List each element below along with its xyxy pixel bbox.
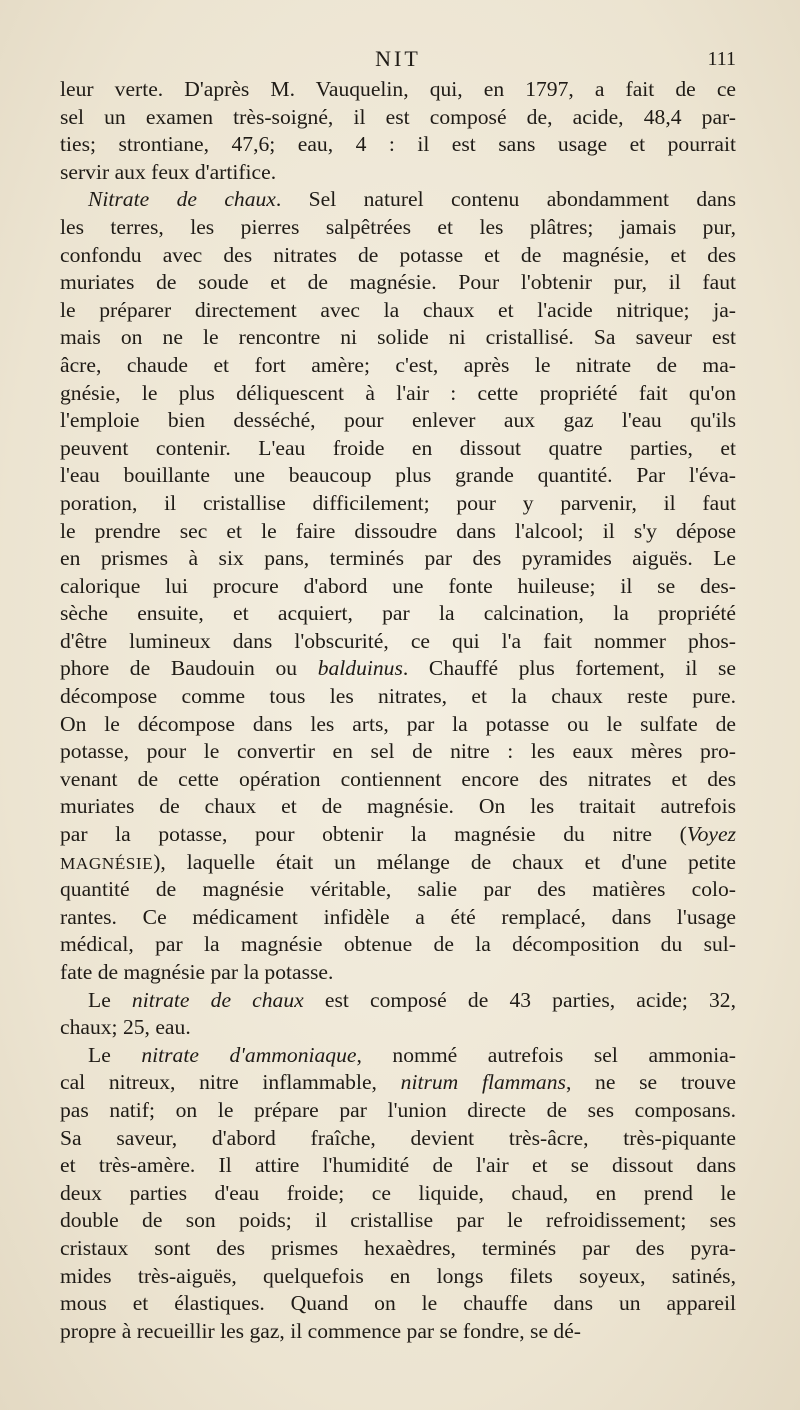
- body-text: [60, 76, 736, 1345]
- text-line: le prendre sec et le faire dissoudre dans l'alcool; il s'y dépose: [60, 518, 736, 543]
- text-line: cal nitreux, nitre inflammable, nitrum flammans, ne se trouve: [60, 1070, 736, 1095]
- paragraph-p2: [60, 186, 736, 986]
- text-line: l'emploie bien desséché, pour enlever aux gaz l'eau qu'ils: [60, 408, 736, 433]
- text-line: leur verte. D'après M. Vauquelin, qui, en 1797, a fait de ce: [60, 77, 736, 101]
- text-line: sel un examen très-soigné, il est composé de, acide, 48,4 par-: [60, 104, 736, 129]
- text-line: fate de magnésie par la potasse.: [60, 960, 334, 984]
- text-line: l'eau bouillante une beaucoup plus grande quantité. Par l'éva-: [60, 463, 736, 488]
- text-line: Nitrate de chaux. Sel naturel contenu abondamment dans: [88, 187, 736, 212]
- paragraph-p4: [60, 1042, 736, 1346]
- text-line: médical, par la magnésie obtenue de la décomposition du sul-: [60, 932, 736, 957]
- text-line: venant de cette opération contiennent encore des nitrates et des: [60, 766, 736, 791]
- text-line: chaux; 25, eau.: [60, 1015, 191, 1040]
- running-head-title: NIT: [375, 46, 421, 71]
- text-line: mides très-aiguës, quelquefois en longs filets soyeux, satinés,: [60, 1263, 736, 1288]
- text-line: potasse, pour le convertir en sel de nitre : les eaux mères pro-: [60, 739, 736, 764]
- text-line: sèche ensuite, et acquiert, par la calcination, la propriété: [60, 601, 736, 626]
- paragraph-p1: [60, 76, 736, 186]
- text-line: muriates de soude et de magnésie. Pour l'obtenir pur, il faut: [60, 270, 736, 295]
- text-line: ties; strontiane, 47,6; eau, 4 : il est sans usage et pourrait: [60, 132, 736, 157]
- text-line: le préparer directement avec la chaux et l'acide nitrique; ja-: [60, 297, 736, 322]
- text-line: d'être lumineux dans l'obscurité, ce qui l'a fait nommer phos-: [60, 628, 736, 653]
- text-line: en prismes à six pans, terminés par des pyramides aiguës. Le: [60, 546, 736, 571]
- text-line: calorique lui procure d'abord une fonte huileuse; il se des-: [60, 573, 736, 598]
- running-head: [60, 46, 736, 76]
- text-line: quantité de magnésie véritable, salie par des matières colo-: [60, 877, 736, 902]
- text-line: cristaux sont des prismes hexaèdres, terminés par des pyra-: [60, 1235, 736, 1260]
- text-line: servir aux feux d'artifice.: [60, 159, 277, 184]
- text-line: pas natif; on le prépare par l'union directe de ses composans.: [60, 1097, 736, 1122]
- text-line: mous et élastiques. Quand on le chauffe dans un appareil: [60, 1291, 736, 1316]
- text-line: On le décompose dans les arts, par la potasse ou le sulfate de: [60, 711, 736, 736]
- text-line: par la potasse, pour obtenir la magnésie du nitre (Voyez: [60, 822, 736, 847]
- text-line: poration, il cristallise difficilement; pour y parvenir, il faut: [60, 490, 736, 515]
- text-line: âcre, chaude et fort amère; c'est, après le nitrate de ma-: [60, 352, 736, 377]
- text-line: deux parties d'eau froide; ce liquide, chaud, en prend le: [60, 1180, 736, 1205]
- text-line: et très-amère. Il attire l'humidité de l'air et se dissout dans: [60, 1153, 736, 1178]
- text-line: double de son poids; il cristallise par le refroidissement; ses: [60, 1208, 736, 1233]
- text-line: MAGNÉSIE), laquelle était un mélange de chaux et d'une petite: [60, 849, 736, 874]
- text-line: Le nitrate d'ammoniaque, nommé autrefois sel ammonia-: [88, 1042, 736, 1067]
- text-line: Sa saveur, d'abord fraîche, devient très-âcre, très-piquante: [60, 1125, 736, 1150]
- text-line: mais on ne le rencontre ni solide ni cristallisé. Sa saveur est: [60, 325, 736, 350]
- page-number: 111: [707, 48, 736, 70]
- text-line: rantes. Ce médicament infidèle a été remplacé, dans l'usage: [60, 904, 736, 929]
- text-line: les terres, les pierres salpêtrées et les plâtres; jamais pur,: [60, 214, 736, 239]
- text-line: propre à recueillir les gaz, il commence par se fondre, se dé-: [60, 1318, 582, 1343]
- text-line: Le nitrate de chaux est composé de 43 parties, acide; 32,: [88, 987, 736, 1012]
- text-line: muriates de chaux et de magnésie. On les traitait autrefois: [60, 794, 736, 819]
- text-line: peuvent contenir. L'eau froide en dissout quatre parties, et: [60, 435, 736, 460]
- text-line: phore de Baudouin ou balduinus. Chauffé plus fortement, il se: [60, 656, 736, 681]
- paragraph-p3: [60, 987, 736, 1042]
- text-line: décompose comme tous les nitrates, et la chaux reste pure.: [60, 684, 736, 709]
- text-line: gnésie, le plus déliquescent à l'air : cette propriété fait qu'on: [60, 380, 736, 405]
- text-line: confondu avec des nitrates de potasse et de magnésie, et des: [60, 242, 736, 267]
